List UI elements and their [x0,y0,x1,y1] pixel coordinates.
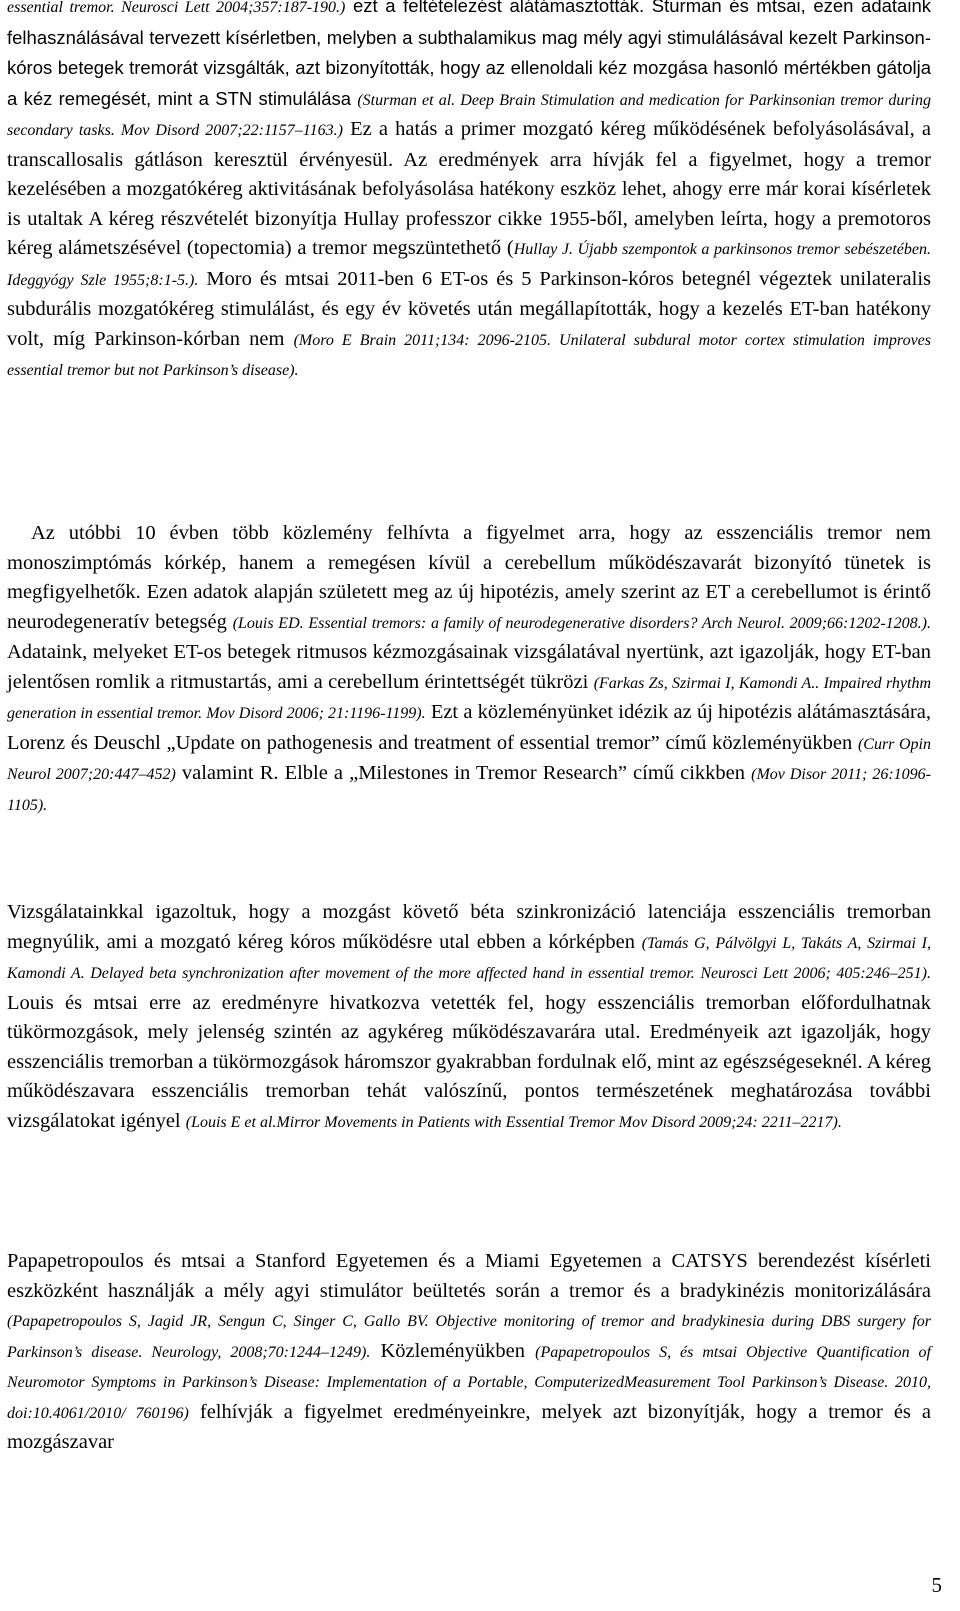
paragraph-1 [7,0,931,386]
body-text: valamint R. Elble a „Milestones in Tremor Research” című cikkben [175,762,752,784]
body-text: Közleményükben [370,1339,536,1362]
body-text: Vizsgálatainkkal igazoltuk, hogy a mozgást követő béta szinkronizáció latenciája esszenciális tremorban megnyúlik, ami a mozgató kéreg kóros működésre utal ebben a kórképben [7,901,931,953]
citation: (Farkas Zs, Szirmai I, Kamondi A.. Impaired rhythm generation in essential tremor. Mov Disord 2006; 21:1196-1199). [7,674,931,722]
body-text: felhívják a figyelmet eredményeinkre, melyek azt bizonyítják, hogy a tremor és a mozgászavar [7,1400,932,1453]
citation: essential tremor. Neurosci Lett 2004;357:187-190.) [7,0,346,16]
paragraph-2 [7,519,931,820]
citation: (Louis E et al.Mirror Movements in Patients with Essential Tremor Mov Disord 2009;24: 2211–2217). [185,1113,842,1131]
citation: (Curr Opin Neurol 2007;20:447–452) [7,735,931,783]
citation: (Sturman et al. Deep Brain Stimulation and medication for Parkinsonian tremor during secondary tasks. Mov Disord 2007;22:1157–1163.) [7,91,931,139]
body-text: Az eredmények arra hívják fel a figyelmet, hogy a tremor kezelésében a mozgatókéreg aktivitásának befolyásolása hatékony eszköz lehet, ahogy erre már korai kísérletek is utaltak A kéreg részvételét bizonyítja Hullay professzor cikke 1955-ből, amelyben leírta, hogy a premotoros kéreg alámetszésével (topectomia) a tremor megszüntethető ( [7,148,931,259]
paragraph-3 [7,898,931,1137]
body-text: Moro és mtsai 2011-ben 6 ET-os és 5 Parkinson-kóros betegnél végeztek unilateralis subdurális mozgatókéreg stimulálást, és egy év követés után megállapították, hogy a kezelés ET-ban hatékony volt, míg Parkinson-kórban nem [7,267,932,350]
citation: (Papapetropoulos S, és mtsai Objective Quantification of Neuromotor Symptoms in Parkinson’s Disease: Implementation of a Portable, ComputerizedMeasurement Tool Parkinson’s Disease. 2010, doi:10.4061/2010/ 760196) [7,1343,932,1422]
body-text: Papapetropoulos és mtsai a Stanford Egyetemen és a Miami Egyetemen a CATSYS berendezést kísérleti eszközként használják a mély agyi stimulátor beültetés során a tremor és a bradykinézis monitorizálására [7,1250,931,1302]
body-text: Adataink, melyeket ET-os betegek ritmusos kézmozgásainak vizsgálatával nyertünk, azt igazolják, hogy ET-ban jelentősen romlik a ritmustartás, ami a cerebellum érintettségét tükrözi [7,641,931,693]
citation: (Tamás G, Pálvölgyi L, Takáts A, Szirmai I, Kamondi A. Delayed beta synchronization after movement of the more affected hand in essential tremor. Neurosci Lett 2006; 405:246–251). [7,934,932,982]
body-text: Ezt a közleményünket idézik az új hipotézis alátámasztására, Lorenz és Deuschl „Update on pathogenesis and treatment of essential tremor” című közleményükben [7,701,932,754]
paragraph-4 [7,1247,931,1458]
citation: (Papapetropoulos S, Jagid JR, Sengun C, Singer C, Gallo BV. Objective monitoring of tremor and bradykinesia during DBS surgery for Parkinson’s disease. Neurology, 2008;70:1244–1249). [7,1313,931,1361]
body-text: Louis és mtsai erre az eredményre hivatkozva vetették fel, hogy esszenciális tremorban előfordulhatnak tükörmozgások, mely jelenség szintén az agykéreg működészavarára utal. Eredményeik azt igazolják, hogy esszenciális tremorban a tükörmozgások háromszor gyakrabban fordulnak elő, mint az egészségeseknél. A kéreg működészavara esszenciális tremorban tehát valószínű, pontos természetének meghatározása további vizsgálatokat igényel [7,991,931,1132]
citation: Hullay J. Újabb szempontok a parkinsonos tremor sebészetében. Ideggyógy Szle 1955;8:1-5.). [7,241,931,289]
page-number: 5 [931,1573,942,1597]
body-text: Az utóbbi 10 évben több közlemény felhívta a figyelmet arra, hogy az esszenciális tremor nem monoszimptómás kórkép, hanem a remegésen kívül a cerebellum működészavarát bizonyító tünetek is megfigyelhetők. Ezen adatok alapján született meg az új hipotézis, amely szerint az ET a cerebellumot is érintő neurodegeneratív betegség [7,522,931,633]
citation: (Mov Disor 2011; 26:1096-1105). [7,766,931,814]
citation: (Louis ED. Essential tremors: a family of neurodegenerative disorders? Arch Neurol. 2009;66:1202-1208.). [232,614,931,632]
body-text-sans: ezt a feltételezést alátámasztották. Sturman és mtsai, ezen adataink felhasználásával tervezett kísérletben, melyben a subthalamikus mag mély agyi stimulálásával kezelt Parkinson-kóros betegek tremorát vizsgálták, azt bizonyították, hogy az ellenoldali kéz mozgása hasonló mértékben gátolja a kéz remegését, mint a STN stimulálása [7,0,931,109]
citation: (Moro E Brain 2011;134: 2096-2105. Unilateral subdural motor cortex stimulation improves essential tremor but not Parkinson’s disease). [7,331,931,379]
body-text: Ez a hatás a primer mozgató kéreg működésének befolyásolásával, a transcallosalis gátláson keresztül érvényesül. [7,118,932,171]
